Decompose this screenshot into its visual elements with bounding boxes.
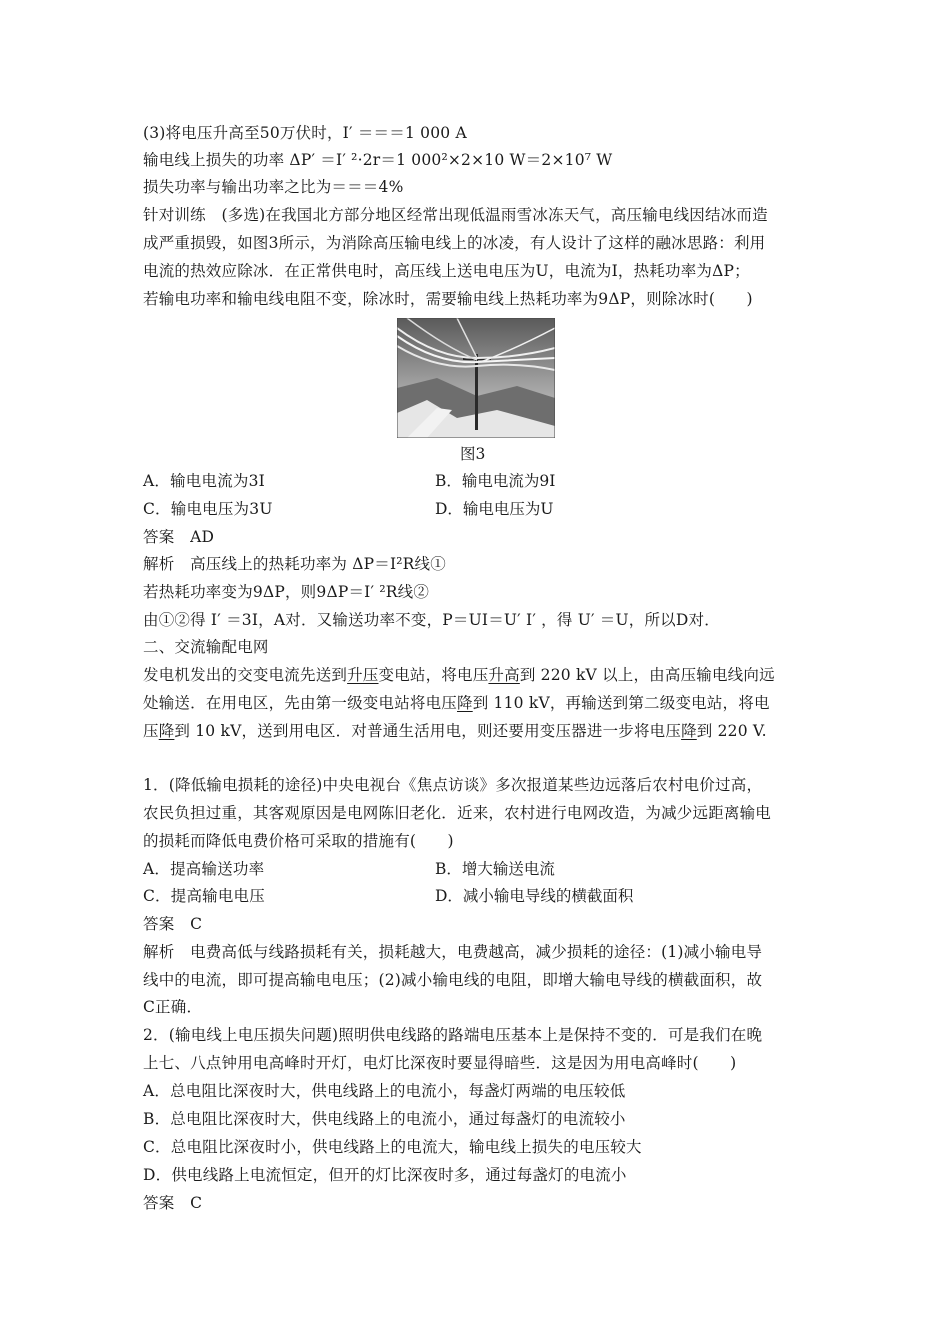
question-2-line: 2．(输电线上电压损失问题)照明供电线路的路端电压基本上是保持不变的．可是我们在晚 [143, 1026, 763, 1044]
option-a: A．输电电流为3I [143, 472, 265, 490]
option-d: D．输电电压为U [435, 500, 554, 518]
analysis-line: 若热耗功率变为9ΔP，则9ΔP＝I′ ²R线② [143, 583, 430, 601]
q1-option-b: B．增大输送电流 [435, 860, 555, 878]
question-1-line: 的损耗而降低电费价格可采取的措施有( ) [143, 832, 454, 850]
option-c: C．输电电压为3U [143, 500, 273, 518]
paragraph-line: 处输送．在用电区，先由第一级变电站将电压降到 110 kV，再输送到第二级变电站，将电 [143, 694, 770, 712]
answer-line: 答案 AD [143, 528, 215, 546]
q1-option-d: D．减小输电导线的横截面积 [435, 887, 634, 905]
q1-analysis: 线中的电流，即可提高输电电压；(2)减小输电线的电阻，即增大输电导线的横截面积，故 [143, 971, 763, 989]
text-line: 电流的热效应除冰．在正常供电时，高压线上送电电压为U，电流为I，热耗功率为ΔP； [143, 262, 750, 280]
q2-option-b: B．总电阻比深夜时大，供电线路上的电流小，通过每盏灯的电流较小 [143, 1110, 626, 1128]
paragraph-line: 发电机发出的交变电流先送到升压变电站，将电压升高到 220 kV 以上，由高压输电线向远 [143, 666, 775, 684]
text-line: 成严重损毁，如图3所示，为消除高压输电线上的冰凌，有人设计了这样的融冰思路：利用 [143, 234, 766, 252]
question-1-line: 农民负担过重，其客观原因是电网陈旧老化．近来，农村进行电网改造，为减少远距离输电 [143, 804, 772, 822]
q1-analysis: C正确． [143, 998, 203, 1016]
q1-option-a: A．提高输送功率 [143, 860, 265, 878]
question-2-line: 上七、八点钟用电高峰时开灯，电灯比深夜时要显得暗些．这是因为用电高峰时( ) [143, 1054, 737, 1072]
q2-option-a: A．总电阻比深夜时大，供电线路上的电流小，每盏灯两端的电压较低 [143, 1082, 626, 1100]
q2-option-d: D．供电线路上电流恒定，但开的灯比深夜时多，通过每盏灯的电流小 [143, 1166, 627, 1184]
figure-caption: 图3 [460, 445, 486, 463]
text-line: 损失功率与输出功率之比为＝＝＝4% [143, 178, 404, 196]
figure-iced-power-lines-photo [397, 318, 555, 438]
option-b: B．输电电流为9I [435, 472, 556, 490]
text-line: 若输电功率和输电线电阻不变，除冰时，需要输电线上热耗功率为9ΔP，则除冰时( ) [143, 290, 753, 308]
q2-answer: 答案 C [143, 1194, 203, 1212]
text-line: 针对训练 (多选)在我国北方部分地区经常出现低温雨雪冰冻天气，高压输电线因结冰而造 [143, 206, 768, 224]
text-line: (3)将电压升高至50万伏时，I′ ＝＝＝1 000 A [143, 124, 467, 142]
q1-analysis: 解析 电费高低与线路损耗有关，损耗越大，电费越高，减少损耗的途径：(1)减小输电导 [143, 943, 763, 961]
q1-answer: 答案 C [143, 915, 203, 933]
paragraph-line: 压降到 10 kV，送到用电区．对普通生活用电，则还要用变压器进一步将电压降到 220 V. [143, 722, 767, 740]
analysis-line: 解析 高压线上的热耗功率为 ΔP＝I²R线① [143, 555, 446, 573]
q2-option-c: C．总电阻比深夜时小，供电线路上的电流大，输电线上损失的电压较大 [143, 1138, 642, 1156]
q1-option-c: C．提高输电电压 [143, 887, 265, 905]
text-line: 输电线上损失的功率 ΔP′ ＝I′ ²·2r＝1 000²×2×10 W＝2×10⁷ W [143, 151, 613, 169]
question-1-line: 1．(降低输电损耗的途径)中央电视台《焦点访谈》多次报道某些边远落后农村电价过高， [143, 776, 763, 794]
section-heading: 二、交流输配电网 [143, 638, 269, 656]
analysis-line: 由①②得 I′ ＝3I，A对．又输送功率不变，P＝UI＝U′ I′ ，得 U′ ＝U，所以D对． [143, 611, 720, 629]
